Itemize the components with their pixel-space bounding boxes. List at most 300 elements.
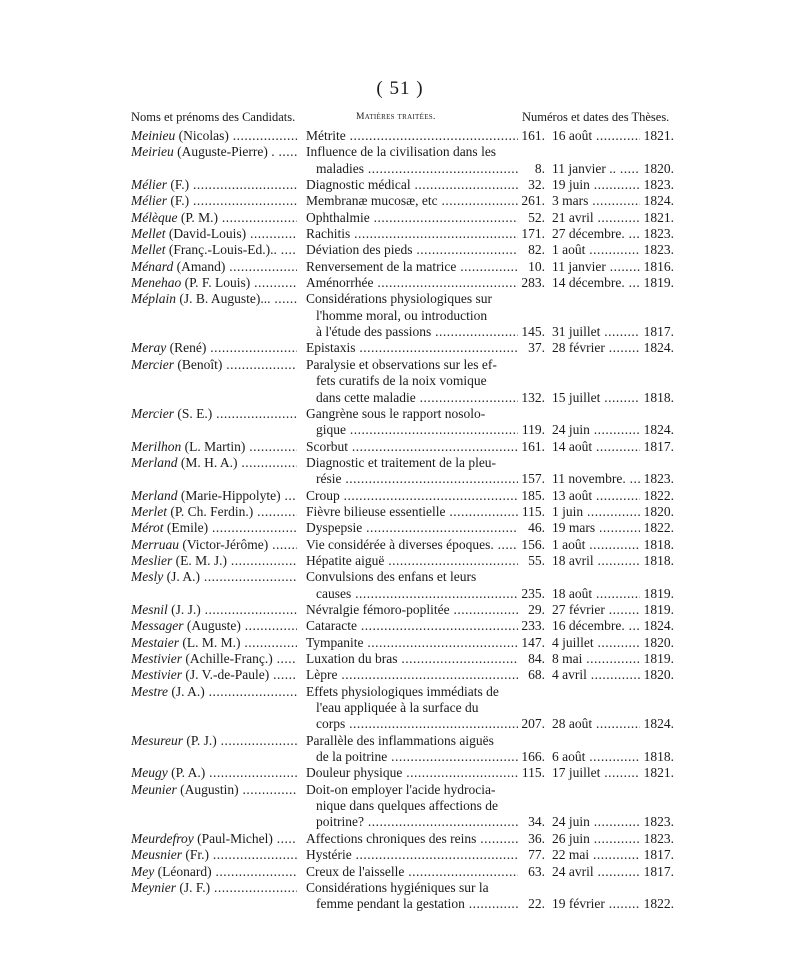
thesis-subject bbox=[306, 193, 518, 209]
candidate-name bbox=[131, 733, 297, 749]
table-row bbox=[0, 880, 800, 913]
thesis-subject bbox=[306, 210, 518, 226]
table-row bbox=[0, 553, 800, 569]
thesis-year: 1824. bbox=[643, 716, 674, 732]
thesis-number: 233. bbox=[521, 618, 545, 634]
table-row bbox=[0, 847, 800, 863]
thesis-number: 207. bbox=[521, 716, 545, 732]
thesis-year: 1818. bbox=[643, 536, 674, 552]
table-row bbox=[0, 226, 800, 242]
thesis-year: 1816. bbox=[643, 258, 674, 274]
thesis-subject-line: Paralysie et observations sur les ef- bbox=[306, 356, 497, 372]
candidate-given-names: (Augustin) bbox=[176, 781, 239, 797]
thesis-subject-line: Effets physiologiques immédiats de bbox=[306, 683, 499, 699]
thesis-year: 1821. bbox=[643, 765, 674, 781]
thesis-subject-line: Vie considérée à diverses époques. ..... bbox=[306, 537, 518, 553]
thesis-subject-line: Ophthalmie ..... bbox=[306, 210, 518, 226]
thesis-subject-line: Croup ..... bbox=[306, 488, 518, 504]
thesis-number: 283. bbox=[521, 275, 545, 291]
candidate-name bbox=[131, 864, 297, 880]
candidate-name bbox=[131, 455, 297, 471]
thesis-number: 8. bbox=[534, 160, 545, 176]
thesis-year: 1818. bbox=[643, 389, 674, 405]
thesis-subject-line: Scorbut ..... bbox=[306, 439, 518, 455]
thesis-subject bbox=[306, 128, 518, 144]
candidate-surname: Mélier bbox=[131, 177, 167, 193]
thesis-year: 1820. bbox=[643, 667, 674, 683]
thesis-subject-line: fets curatifs de la noix vomique bbox=[316, 373, 487, 389]
thesis-subject-line: dans cette maladie ..... bbox=[306, 390, 518, 406]
thesis-subject-line: l'homme moral, ou introduction bbox=[316, 307, 488, 323]
thesis-subject-line: gique ..... bbox=[306, 422, 518, 438]
thesis-year: 1820. bbox=[643, 503, 674, 519]
candidate-surname: Merilhon bbox=[131, 438, 182, 454]
thesis-year: 1818. bbox=[643, 552, 674, 568]
candidate-name bbox=[131, 782, 297, 798]
thesis-date: 3 mars ..... bbox=[552, 193, 640, 209]
candidate-surname: Merland bbox=[131, 487, 178, 503]
thesis-subject bbox=[306, 504, 518, 520]
candidate-given-names: (Auguste-Pierre) . bbox=[173, 144, 275, 160]
candidate-given-names: (P. M.) bbox=[177, 209, 218, 225]
thesis-number: 32. bbox=[528, 177, 545, 193]
candidate-surname: Meynier bbox=[131, 879, 176, 895]
thesis-subject-line: poitrine? ..... bbox=[306, 814, 518, 830]
thesis-date: 19 février ..... bbox=[552, 896, 640, 912]
thesis-year: 1820. bbox=[643, 160, 674, 176]
table-row bbox=[0, 667, 800, 683]
candidate-given-names: (M. H. A.) bbox=[177, 454, 238, 470]
thesis-year: 1817. bbox=[643, 863, 674, 879]
candidate-surname: Mélèque bbox=[131, 209, 178, 225]
thesis-subject-line: à l'étude des passions ..... bbox=[306, 324, 518, 340]
candidate-name bbox=[131, 569, 297, 585]
candidate-name bbox=[131, 684, 297, 700]
candidate-given-names: (Franç.-Louis-Ed.).. bbox=[165, 242, 277, 258]
candidate-given-names: (L. Martin) bbox=[181, 438, 246, 454]
thesis-subject bbox=[306, 357, 518, 406]
thesis-number: 132. bbox=[521, 389, 545, 405]
thesis-subject-line: l'eau appliquée à la surface du bbox=[316, 700, 479, 716]
thesis-subject-line: Déviation des pieds ..... bbox=[306, 242, 518, 258]
thesis-number: 147. bbox=[521, 634, 545, 650]
candidate-surname: Mélier bbox=[131, 193, 167, 209]
thesis-subject bbox=[306, 831, 518, 847]
thesis-subject bbox=[306, 602, 518, 618]
thesis-subject-line: Dyspepsie ..... bbox=[306, 520, 518, 536]
candidate-given-names: (Victor-Jérôme) bbox=[179, 536, 269, 552]
candidate-surname: Mestivier bbox=[131, 667, 182, 683]
thesis-date: 19 mars ..... bbox=[552, 520, 640, 536]
thesis-subject-line: Convulsions des enfans et leurs bbox=[306, 569, 477, 585]
table-row bbox=[0, 210, 800, 226]
thesis-number: 55. bbox=[528, 552, 545, 568]
candidate-surname: Mey bbox=[131, 863, 155, 879]
thesis-subject bbox=[306, 847, 518, 863]
candidate-given-names: (David-Louis) bbox=[165, 226, 247, 242]
thesis-date: 16 décembre. ..... bbox=[552, 618, 640, 634]
candidate-surname: Mercier bbox=[131, 356, 174, 372]
thesis-subject-line: femme pendant la gestation ..... bbox=[306, 896, 518, 912]
table-row bbox=[0, 602, 800, 618]
candidate-surname: Meusnier bbox=[131, 847, 182, 863]
thesis-date: 17 juillet ..... bbox=[552, 765, 640, 781]
candidate-surname: Merruau bbox=[131, 536, 179, 552]
thesis-subject bbox=[306, 880, 518, 913]
thesis-number: 235. bbox=[521, 585, 545, 601]
thesis-number: 52. bbox=[528, 209, 545, 225]
thesis-year: 1823. bbox=[643, 226, 674, 242]
thesis-number: 36. bbox=[528, 830, 545, 846]
candidate-surname: Mestre bbox=[131, 683, 168, 699]
thesis-subject-line: Diagnostic et traitement de la pleu- bbox=[306, 454, 497, 470]
thesis-date: 18 août ..... bbox=[552, 586, 640, 602]
candidate-name bbox=[131, 406, 297, 422]
table-row bbox=[0, 618, 800, 634]
thesis-number: 157. bbox=[521, 471, 545, 487]
thesis-subject bbox=[306, 684, 518, 733]
thesis-year: 1822. bbox=[643, 487, 674, 503]
thesis-subject bbox=[306, 275, 518, 291]
thesis-number: 63. bbox=[528, 863, 545, 879]
thesis-year: 1819. bbox=[643, 651, 674, 667]
candidate-surname: Menehao bbox=[131, 275, 182, 291]
thesis-number: 115. bbox=[521, 503, 545, 519]
candidate-surname: Meunier bbox=[131, 781, 177, 797]
candidate-name bbox=[131, 439, 297, 455]
candidate-name bbox=[131, 618, 297, 634]
candidate-given-names: (Achille-Franç.) bbox=[181, 651, 273, 667]
thesis-date: 16 août ..... bbox=[552, 128, 640, 144]
table-row bbox=[0, 357, 800, 406]
candidate-given-names: (F.) bbox=[167, 193, 190, 209]
table-row bbox=[0, 488, 800, 504]
table-row bbox=[0, 406, 800, 439]
candidate-given-names: (S. E.) bbox=[173, 405, 213, 421]
thesis-number: 37. bbox=[528, 340, 545, 356]
table-row bbox=[0, 259, 800, 275]
candidate-given-names: (René) bbox=[166, 340, 207, 356]
candidate-name bbox=[131, 667, 297, 683]
thesis-subject-line: nique dans quelques affections de bbox=[316, 798, 498, 814]
thesis-subject bbox=[306, 226, 518, 242]
thesis-year: 1822. bbox=[643, 896, 674, 912]
column-header-numbers: Numéros et dates des Thèses. bbox=[522, 110, 670, 124]
table-row bbox=[0, 684, 800, 733]
candidate-given-names: (J. A.) bbox=[163, 569, 200, 585]
table-row bbox=[0, 520, 800, 536]
thesis-year: 1821. bbox=[643, 128, 674, 143]
thesis-date: 1 août ..... bbox=[552, 537, 640, 553]
thesis-subject-line: Diagnostic médical ..... bbox=[306, 177, 518, 193]
table-row bbox=[0, 340, 800, 356]
thesis-subject bbox=[306, 406, 518, 439]
thesis-subject-line: Membranæ mucosæ, etc ..... bbox=[306, 193, 518, 209]
thesis-subject-line: Hépatite aiguë ..... bbox=[306, 553, 518, 569]
candidate-given-names: (Amand) bbox=[173, 258, 226, 274]
candidate-surname: Mellet bbox=[131, 226, 166, 242]
table-row bbox=[0, 128, 800, 144]
candidate-given-names: (J. B. Auguste)... bbox=[176, 291, 271, 307]
table-row bbox=[0, 275, 800, 291]
thesis-subject-line: Considérations hygiéniques sur la bbox=[306, 879, 489, 895]
candidate-given-names: (Marie-Hippolyte) bbox=[177, 487, 281, 503]
thesis-date: 4 avril ..... bbox=[552, 667, 640, 683]
thesis-subject-line: Douleur physique ..... bbox=[306, 765, 518, 781]
candidate-name bbox=[131, 880, 297, 896]
thesis-number: 171. bbox=[521, 226, 545, 242]
thesis-number: 29. bbox=[528, 602, 545, 617]
thesis-subject-line: Tympanite ..... bbox=[306, 635, 518, 651]
candidate-surname: Meurdefroy bbox=[131, 830, 194, 846]
thesis-year: 1819. bbox=[643, 602, 674, 617]
candidate-surname: Merland bbox=[131, 454, 178, 470]
thesis-subject-line: Gangrène sous le rapport nosolo- bbox=[306, 405, 486, 421]
thesis-date: 4 juillet ..... bbox=[552, 635, 640, 651]
thesis-year: 1820. bbox=[643, 634, 674, 650]
thesis-date: 31 juillet ..... bbox=[552, 324, 640, 340]
candidate-name bbox=[131, 340, 297, 356]
candidate-surname: Méplain bbox=[131, 291, 176, 307]
candidate-name bbox=[131, 520, 297, 536]
table-row bbox=[0, 242, 800, 258]
page-number: ( 51 ) bbox=[376, 78, 424, 99]
candidate-given-names: (J. V.-de-Paule) bbox=[181, 667, 270, 683]
thesis-date: 28 août ..... bbox=[552, 716, 640, 732]
thesis-subject bbox=[306, 488, 518, 504]
thesis-subject-line: Renversement de la matrice ..... bbox=[306, 259, 518, 275]
candidate-given-names: (P. F. Louis) bbox=[181, 275, 251, 291]
thesis-subject-line: Epistaxis ..... bbox=[306, 340, 518, 356]
thesis-subject bbox=[306, 439, 518, 455]
thesis-number: 82. bbox=[528, 242, 545, 258]
candidate-given-names: (J. J.) bbox=[167, 602, 201, 617]
thesis-subject-line: Creux de l'aisselle ..... bbox=[306, 864, 518, 880]
thesis-subject-line: corps ..... bbox=[306, 716, 518, 732]
candidate-given-names: (Paul-Michel) bbox=[193, 830, 273, 846]
candidate-given-names: (L. M. M.) bbox=[179, 634, 241, 650]
thesis-subject bbox=[306, 553, 518, 569]
thesis-subject-line: de la poitrine ..... bbox=[306, 749, 518, 765]
thesis-subject bbox=[306, 782, 518, 831]
thesis-date: 1 août ..... bbox=[552, 242, 640, 258]
thesis-year: 1823. bbox=[643, 242, 674, 258]
table-row bbox=[0, 193, 800, 209]
candidate-name bbox=[131, 831, 297, 847]
thesis-number: 10. bbox=[528, 258, 545, 274]
thesis-year: 1819. bbox=[643, 585, 674, 601]
thesis-year: 1824. bbox=[643, 422, 674, 438]
thesis-date: 24 juin ..... bbox=[552, 422, 640, 438]
candidate-name bbox=[131, 553, 297, 569]
thesis-date: 26 juin ..... bbox=[552, 831, 640, 847]
thesis-number: 68. bbox=[528, 667, 545, 683]
candidate-name bbox=[131, 144, 297, 160]
thesis-subject-line: résie ..... bbox=[306, 471, 518, 487]
candidate-given-names: (Emile) bbox=[163, 520, 209, 536]
table-row bbox=[0, 537, 800, 553]
thesis-number: 161. bbox=[521, 128, 545, 143]
thesis-number: 145. bbox=[521, 324, 545, 340]
candidate-surname: Meirieu bbox=[131, 144, 174, 160]
candidate-given-names: (E. M. J.) bbox=[172, 552, 227, 568]
thesis-subject bbox=[306, 733, 518, 766]
thesis-date: 13 août ..... bbox=[552, 488, 640, 504]
thesis-date: 11 novembre. ..... bbox=[552, 471, 640, 487]
thesis-subject bbox=[306, 340, 518, 356]
thesis-subject-line: Névralgie fémoro-poplitée ..... bbox=[306, 602, 518, 618]
candidate-name bbox=[131, 128, 297, 144]
candidate-name bbox=[131, 504, 297, 520]
thesis-subject bbox=[306, 291, 518, 340]
thesis-year: 1823. bbox=[643, 814, 674, 830]
candidate-given-names: (P. J.) bbox=[183, 732, 217, 748]
candidate-surname: Mesnil bbox=[131, 602, 168, 617]
candidate-name bbox=[131, 537, 297, 553]
table-row bbox=[0, 569, 800, 602]
thesis-date: 24 juin ..... bbox=[552, 814, 640, 830]
table-row bbox=[0, 765, 800, 781]
thesis-subject bbox=[306, 177, 518, 193]
thesis-subject-line: Considérations physiologiques sur bbox=[306, 291, 492, 307]
thesis-year: 1817. bbox=[643, 438, 674, 454]
thesis-date: 14 août ..... bbox=[552, 439, 640, 455]
thesis-date: 21 avril ..... bbox=[552, 210, 640, 226]
candidate-given-names: (Léonard) bbox=[154, 863, 212, 879]
thesis-subject-line: Parallèle des inflammations aiguës bbox=[306, 732, 494, 748]
candidate-name bbox=[131, 357, 297, 373]
thesis-date: 27 décembre. ..... bbox=[552, 226, 640, 242]
thesis-subject-line: Fièvre bilieuse essentielle ..... bbox=[306, 504, 518, 520]
thesis-date: 18 avril ..... bbox=[552, 553, 640, 569]
candidate-surname: Mestivier bbox=[131, 651, 182, 667]
candidate-name bbox=[131, 765, 297, 781]
thesis-date: 8 mai ..... bbox=[552, 651, 640, 667]
thesis-number: 119. bbox=[521, 422, 545, 438]
thesis-date: 24 avril ..... bbox=[552, 864, 640, 880]
thesis-subject-line: Luxation du bras ..... bbox=[306, 651, 518, 667]
candidate-name bbox=[131, 226, 297, 242]
table-row bbox=[0, 782, 800, 831]
candidate-surname: Mestaier bbox=[131, 634, 179, 650]
candidate-given-names: (J. F.) bbox=[175, 879, 211, 895]
candidate-name bbox=[131, 847, 297, 863]
thesis-year: 1818. bbox=[643, 749, 674, 765]
thesis-number: 115. bbox=[521, 765, 545, 781]
candidate-given-names: (Fr.) bbox=[182, 847, 209, 863]
candidate-given-names: (Auguste) bbox=[183, 618, 241, 634]
thesis-subject bbox=[306, 569, 518, 602]
thesis-date: 11 janvier .. ..... bbox=[552, 161, 640, 177]
candidate-surname: Meslier bbox=[131, 552, 173, 568]
candidate-surname: Meugy bbox=[131, 765, 168, 781]
candidate-surname: Mesly bbox=[131, 569, 164, 585]
thesis-subject bbox=[306, 635, 518, 651]
thesis-number: 84. bbox=[528, 651, 545, 667]
table-row bbox=[0, 291, 800, 340]
thesis-number: 156. bbox=[521, 536, 545, 552]
candidate-surname: Mercier bbox=[131, 405, 174, 421]
table-row bbox=[0, 635, 800, 651]
thesis-subject bbox=[306, 144, 518, 177]
table-row bbox=[0, 504, 800, 520]
thesis-subject bbox=[306, 864, 518, 880]
thesis-subject-line: Aménorrhée ..... bbox=[306, 275, 518, 291]
table-row bbox=[0, 455, 800, 488]
thesis-year: 1817. bbox=[643, 324, 674, 340]
candidate-given-names: (Benoît) bbox=[173, 356, 223, 372]
candidate-given-names: (P. Ch. Ferdin.) bbox=[167, 503, 254, 519]
thesis-subject-line: causes ..... bbox=[306, 586, 518, 602]
thesis-year: 1823. bbox=[643, 471, 674, 487]
candidate-surname: Meinieu bbox=[131, 128, 176, 143]
thesis-year: 1822. bbox=[643, 520, 674, 536]
candidate-name bbox=[131, 242, 297, 258]
candidate-surname: Mellet bbox=[131, 242, 166, 258]
thesis-year: 1823. bbox=[643, 177, 674, 193]
thesis-subject-line: Cataracte ..... bbox=[306, 618, 518, 634]
candidate-given-names: (F.) bbox=[167, 177, 190, 193]
candidate-name bbox=[131, 602, 297, 618]
thesis-year: 1824. bbox=[643, 340, 674, 356]
thesis-subject bbox=[306, 618, 518, 634]
candidate-name bbox=[131, 259, 297, 275]
table-row bbox=[0, 831, 800, 847]
thesis-subject bbox=[306, 455, 518, 488]
thesis-subject-line: Hystérie ..... bbox=[306, 847, 518, 863]
thesis-subject-line: Métrite ..... bbox=[306, 128, 518, 144]
thesis-date: 14 décembre. ..... bbox=[552, 275, 640, 291]
thesis-number: 22. bbox=[528, 896, 545, 912]
candidate-surname: Mérot bbox=[131, 520, 164, 536]
table-row bbox=[0, 733, 800, 766]
thesis-subject-line: Influence de la civilisation dans les bbox=[306, 144, 497, 160]
column-header-subjects: Matières traitées. bbox=[356, 112, 436, 122]
thesis-date: 11 janvier ..... bbox=[552, 259, 640, 275]
candidate-name bbox=[131, 291, 297, 307]
column-header-names: Noms et prénoms des Candidats. bbox=[131, 110, 296, 124]
candidate-surname: Ménard bbox=[131, 258, 174, 274]
candidate-given-names: (P. A.) bbox=[167, 765, 206, 781]
thesis-subject-line: Doit-on employer l'acide hydrocia- bbox=[306, 781, 496, 797]
thesis-number: 166. bbox=[521, 749, 545, 765]
candidate-name bbox=[131, 488, 297, 504]
thesis-date: 28 février ..... bbox=[552, 340, 640, 356]
candidate-name bbox=[131, 651, 297, 667]
thesis-number: 46. bbox=[528, 520, 545, 536]
candidate-surname: Meray bbox=[131, 340, 167, 356]
thesis-subject-line: Lèpre ..... bbox=[306, 667, 518, 683]
thesis-year: 1817. bbox=[643, 847, 674, 863]
thesis-subject bbox=[306, 667, 518, 683]
thesis-year: 1824. bbox=[643, 193, 674, 209]
candidate-given-names: (J. A.) bbox=[168, 683, 205, 699]
thesis-date: 27 février ..... bbox=[552, 602, 640, 618]
thesis-subject bbox=[306, 520, 518, 536]
thesis-year: 1821. bbox=[643, 209, 674, 225]
thesis-table bbox=[0, 128, 800, 913]
thesis-date: 15 juillet ..... bbox=[552, 390, 640, 406]
candidate-surname: Merlet bbox=[131, 503, 167, 519]
thesis-year: 1823. bbox=[643, 830, 674, 846]
table-row bbox=[0, 651, 800, 667]
thesis-date: 6 août ..... bbox=[552, 749, 640, 765]
thesis-number: 77. bbox=[528, 847, 545, 863]
candidate-name bbox=[131, 193, 297, 209]
thesis-subject bbox=[306, 259, 518, 275]
thesis-subject-line: Affections chroniques des reins ..... bbox=[306, 831, 518, 847]
thesis-date: 19 juin ..... bbox=[552, 177, 640, 193]
